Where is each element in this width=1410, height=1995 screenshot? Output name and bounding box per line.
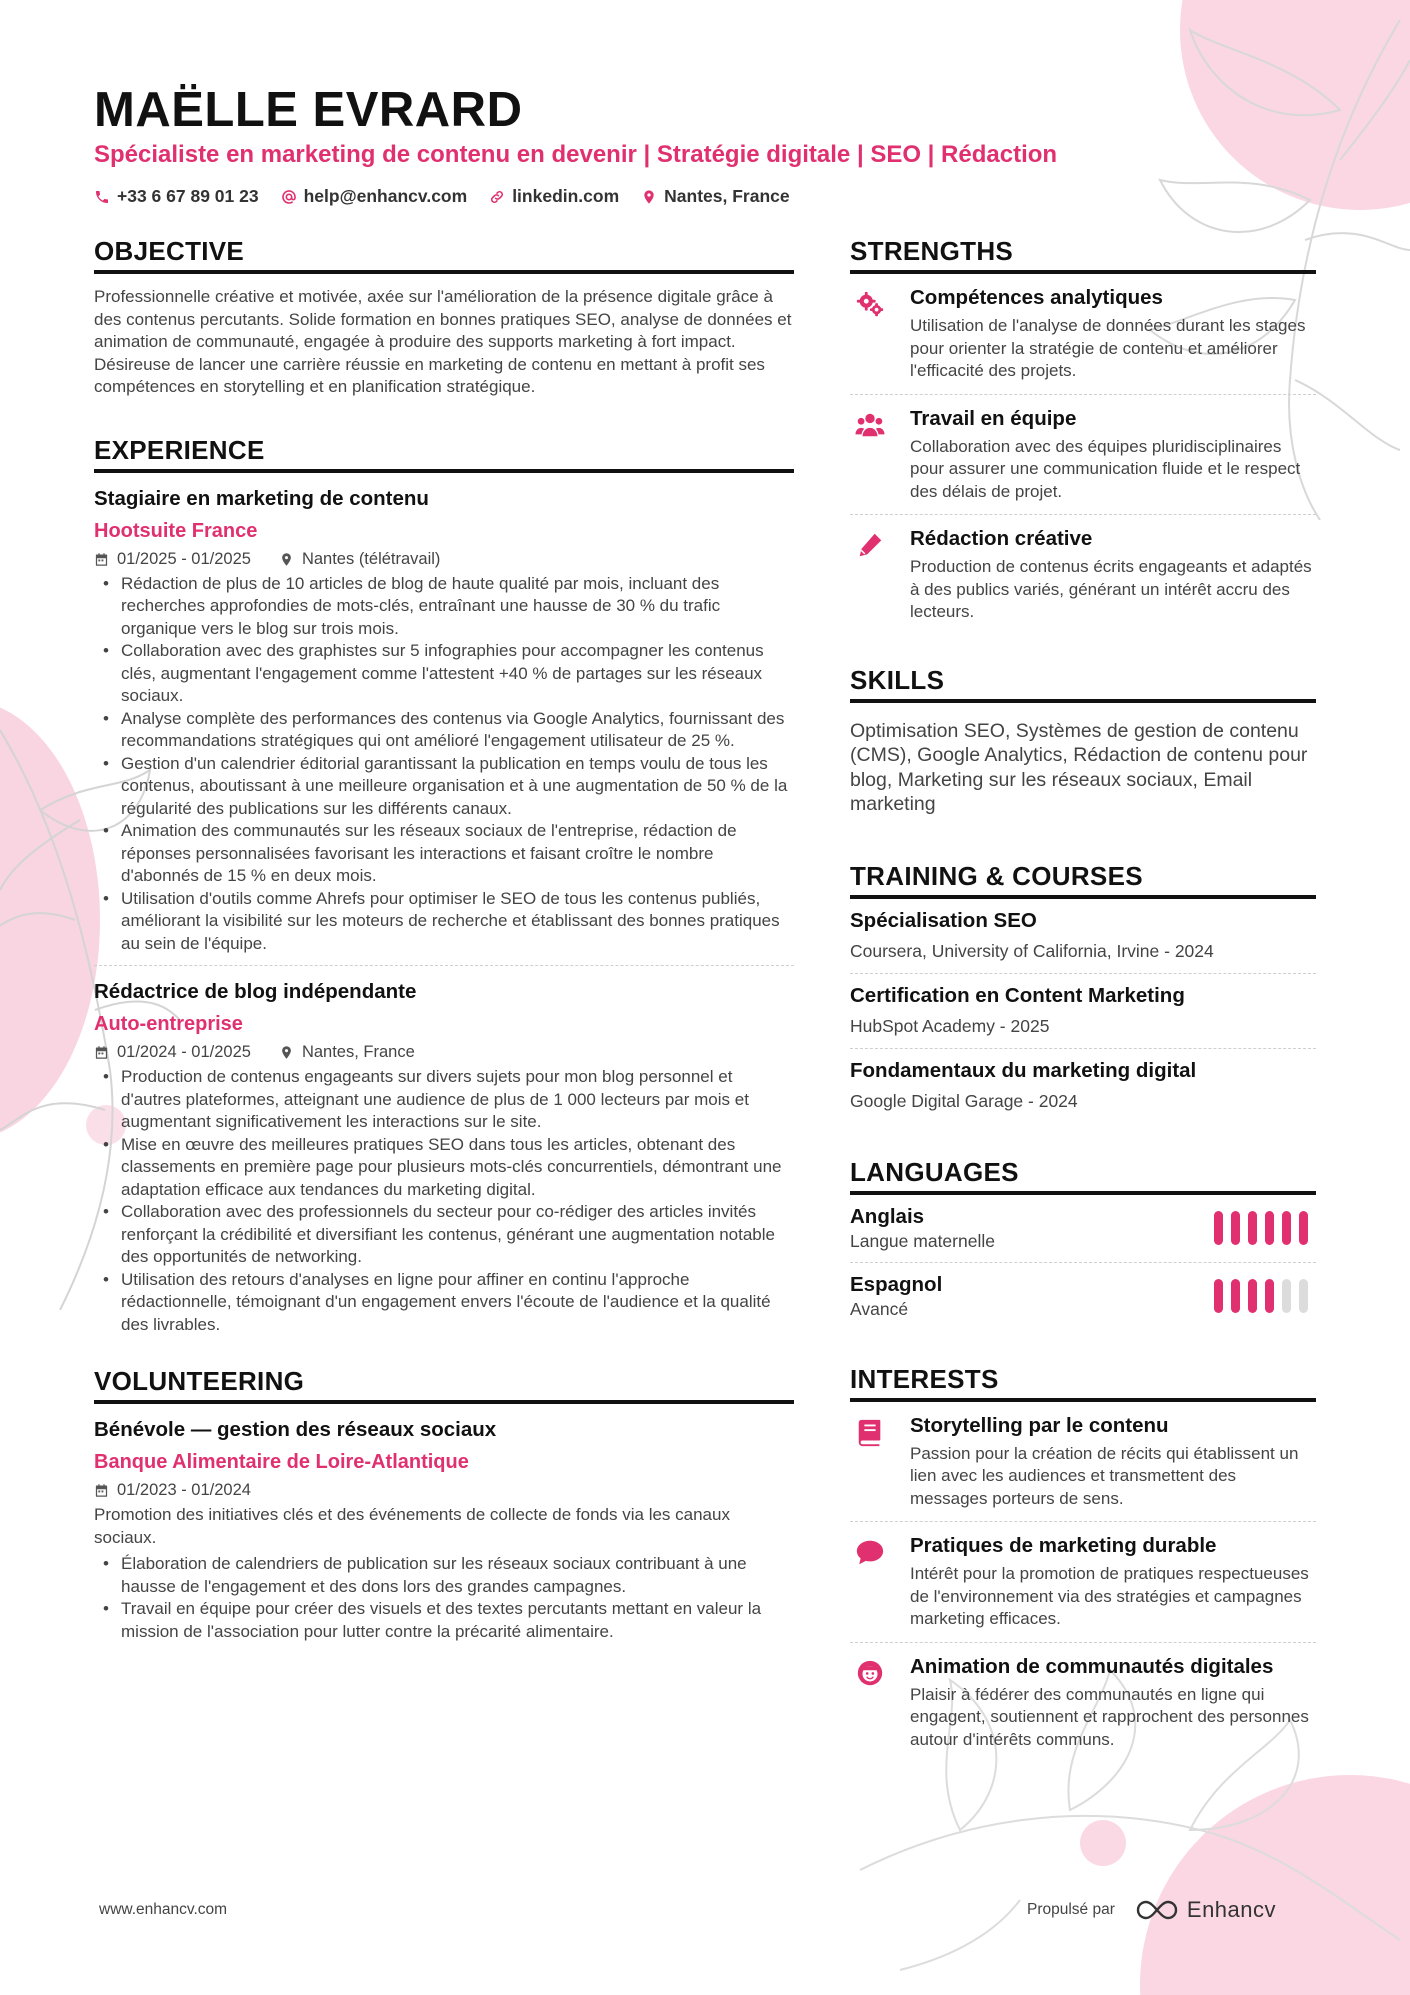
interest-item xyxy=(850,1643,1316,1763)
language-item xyxy=(850,1195,1316,1263)
course-title: Certification en Content Marketing xyxy=(850,983,1185,1007)
strength-title: Compétences analytiques xyxy=(910,286,1163,309)
objective-section xyxy=(94,236,794,399)
rating-bar xyxy=(1299,1211,1308,1245)
strengths-section xyxy=(850,236,1316,635)
rating-bar xyxy=(1265,1211,1274,1245)
volunteer-meta xyxy=(94,1481,794,1500)
powered-by-label: Propulsé par xyxy=(1027,1901,1115,1918)
contact-bar xyxy=(94,186,790,207)
job-dates-text: 01/2025 - 01/2025 xyxy=(117,549,251,568)
contact-email[interactable] xyxy=(281,186,468,207)
language-rating xyxy=(1214,1211,1308,1245)
person-icon xyxy=(855,1658,885,1688)
interest-body xyxy=(910,1414,1316,1511)
volunteer-dates xyxy=(94,1481,251,1500)
volunteer-org: Banque Alimentaire de Loire-Atlantique xyxy=(94,1451,469,1473)
job-meta xyxy=(94,550,794,569)
bullet-item: • Production de contenus engageants sur divers sujets pour mon blog personnel et d'autres plateformes, atteignant une audience de plus de 1 000 lecteurs par mois et augmentant significativement les interactions sur le site. xyxy=(94,1066,794,1134)
job-location xyxy=(279,550,440,569)
objective-text: Professionnelle créative et motivée, axée sur l'amélioration de la présence digitale grâce à des contenus percutants. Solide formation en bonnes pratiques SEO, analyse de données et animation de communauté, engagée à produire des supports marketing à fort impact. Désireuse de lancer une carrière réussie en marketing de contenu en mettant à profit ses compétences en storytelling et en planification stratégique. xyxy=(94,287,792,396)
volunteering-section xyxy=(94,1366,794,1643)
link-icon xyxy=(489,189,505,205)
calendar-icon xyxy=(94,1483,109,1498)
strength-body xyxy=(910,527,1316,624)
strength-item xyxy=(850,395,1316,516)
strength-desc: Collaboration avec des équipes pluridisciplinaires pour assurer une communication fluide et le respect des délais de projet. xyxy=(910,436,1301,501)
team-icon xyxy=(855,410,885,440)
contact-linkedin[interactable] xyxy=(489,186,619,207)
job-location-text: Nantes (télétravail) xyxy=(301,549,441,568)
job-location xyxy=(279,1043,415,1062)
language-item xyxy=(850,1263,1316,1330)
experience-title: EXPERIENCE xyxy=(94,435,794,473)
contact-location-text: Nantes, France xyxy=(664,186,790,206)
footer-website[interactable]: www.enhancv.com xyxy=(99,1901,228,1918)
book-icon xyxy=(855,1417,885,1447)
strength-icon-wrap xyxy=(850,407,890,504)
bullet-item: • Collaboration avec des professionnels du secteur pour co-rédiger des articles invités renforçant la crédibilité et diversifiant les contenus, générant une augmentation notable des opportunités de networking. xyxy=(94,1201,794,1269)
rating-bar xyxy=(1231,1279,1240,1313)
decor-circle-bottom-right xyxy=(1140,1775,1410,1995)
contact-location xyxy=(641,186,789,207)
rating-bar xyxy=(1299,1279,1308,1313)
interest-title: Storytelling par le contenu xyxy=(910,1413,1169,1437)
location-icon xyxy=(279,1045,294,1060)
language-info xyxy=(850,1205,995,1252)
volunteer-entry xyxy=(94,1418,794,1643)
enhancv-logo-icon xyxy=(1135,1897,1179,1923)
course-provider: Coursera, University of California, Irvine - 2024 xyxy=(850,940,1214,961)
course-title: Fondamentaux du marketing digital xyxy=(850,1058,1197,1082)
bullet-item: • Travail en équipe pour créer des visuels et des textes percutants mettant en valeur la mission de l'association pour lutter contre la précarité alimentaire. xyxy=(94,1598,794,1643)
job-dates xyxy=(94,1043,251,1062)
rating-bar xyxy=(1248,1279,1257,1313)
interest-title: Animation de communautés digitales xyxy=(910,1654,1274,1678)
bullet-item: • Utilisation d'outils comme Ahrefs pour optimiser le SEO de tous les contenus publiés, améliorant la visibilité sur les moteurs de recherche et établissant des bonnes pratiques au sein de l'équipe. xyxy=(94,888,794,956)
experience-section xyxy=(94,435,794,1337)
divider xyxy=(94,965,794,966)
job-entry xyxy=(94,980,794,1336)
strength-desc: Utilisation de l'analyse de données durant les stages pour orienter la stratégie de contenu et améliorer l'efficacité des projets. xyxy=(910,316,1306,380)
bullet-item: • Collaboration avec des graphistes sur 5 infographies pour accompagner les contenus clés, augmentant l'engagement comme l'attestent +40 % de partages sur les réseaux sociaux. xyxy=(94,640,794,708)
job-dates-text: 01/2024 - 01/2025 xyxy=(117,1043,251,1061)
language-level: Langue maternelle xyxy=(850,1230,995,1251)
enhancv-logo[interactable] xyxy=(1135,1897,1276,1923)
contact-email-text: help@enhancv.com xyxy=(303,186,468,206)
job-bullets xyxy=(94,1066,794,1336)
left-column xyxy=(94,236,794,1679)
interests-title: INTERESTS xyxy=(850,1364,1316,1402)
language-name: Espagnol xyxy=(850,1272,943,1296)
bullet-item: • Mise en œuvre des meilleures pratiques SEO dans tous les articles, obtenant des classements en première page pour plusieurs mots-clés concurrentiels, démontrant une adaptation efficace aux tendances du marketing digital. xyxy=(94,1134,794,1202)
strength-item xyxy=(850,274,1316,395)
rating-bar xyxy=(1231,1211,1240,1245)
strength-body xyxy=(910,286,1316,383)
strength-icon-wrap xyxy=(850,286,890,383)
languages-section xyxy=(850,1157,1316,1330)
interest-desc: Intérêt pour la promotion de pratiques respectueuses de l'environnement via des stratégies et campagnes marketing efficaces. xyxy=(910,1564,1309,1628)
volunteer-dates-text: 01/2023 - 01/2024 xyxy=(117,1481,251,1499)
strength-title: Travail en équipe xyxy=(910,406,1077,430)
job-company: Hootsuite France xyxy=(94,519,258,542)
rating-bar xyxy=(1214,1279,1223,1313)
volunteering-title: VOLUNTEERING xyxy=(94,1366,794,1404)
interest-icon-wrap xyxy=(850,1534,890,1631)
rating-bar xyxy=(1214,1211,1223,1245)
training-section xyxy=(850,861,1316,1123)
interest-item xyxy=(850,1402,1316,1523)
interest-item xyxy=(850,1522,1316,1643)
job-bullets xyxy=(94,573,794,956)
bullet-item: • Analyse complète des performances des contenus via Google Analytics, fournissant des recommandations stratégiques qui ont amélioré l'engagement utilisateur de 25 %. xyxy=(94,708,794,753)
bullet-item: • Rédaction de plus de 10 articles de blog de haute qualité par mois, incluant des recherches approfondies de mots-clés, entraînant une hausse de 30 % du trafic organique vers le blog sur trois mois. xyxy=(94,573,794,641)
contact-phone-text: +33 6 67 89 01 23 xyxy=(117,186,259,206)
strength-icon-wrap xyxy=(850,527,890,624)
interest-desc: Passion pour la création de récits qui établissent un lien avec les audiences et transmettent des messages porteurs de sens. xyxy=(910,1443,1299,1508)
course-item xyxy=(850,1049,1316,1123)
speech-bubble-icon xyxy=(855,1537,885,1567)
skills-section xyxy=(850,665,1316,817)
interest-desc: Plaisir à fédérer des communautés en ligne qui engagent, soutiennent et rapprochent des personnes autour d'intérêts communs. xyxy=(910,1684,1309,1749)
course-provider: Google Digital Garage - 2024 xyxy=(850,1090,1078,1111)
bullet-item: • Gestion d'un calendrier éditorial garantissant la publication en temps voulu de tous les contenus, aboutissant à une meilleure organisation et à une augmentation de 50 % de la régularité des publications sur les différents canaux. xyxy=(94,753,794,821)
contact-phone[interactable] xyxy=(94,186,259,207)
strength-desc: Production de contenus écrits engageants et adaptés à des publics variés, générant un intérêt accru des lecteurs. xyxy=(910,557,1312,621)
language-rating xyxy=(1214,1279,1308,1313)
phone-icon xyxy=(94,189,110,205)
interest-icon-wrap xyxy=(850,1414,890,1511)
bullet-item: • Animation des communautés sur les réseaux sociaux de l'entreprise, rédaction de réponses personnalisées favorisant les interactions et faisant croître le nombre d'abonnés de 15 % en deux mois. xyxy=(94,820,794,888)
job-meta xyxy=(94,1043,794,1062)
interest-title: Pratiques de marketing durable xyxy=(910,1534,1217,1557)
course-item xyxy=(850,899,1316,974)
skills-title: SKILLS xyxy=(850,665,1316,703)
candidate-name: MAËLLE EVRARD xyxy=(94,83,523,137)
job-entry xyxy=(94,487,794,967)
rating-bar xyxy=(1282,1279,1291,1313)
job-title: Rédactrice de blog indépendante xyxy=(94,980,417,1003)
course-provider: HubSpot Academy - 2025 xyxy=(850,1015,1050,1036)
gears-icon xyxy=(855,289,885,319)
pencil-icon xyxy=(855,530,885,560)
location-icon xyxy=(279,552,294,567)
contact-linkedin-text: linkedin.com xyxy=(512,186,620,206)
course-item xyxy=(850,974,1316,1049)
interest-body xyxy=(910,1655,1316,1752)
strength-title: Rédaction créative xyxy=(910,527,1093,550)
objective-title: OBJECTIVE xyxy=(94,236,794,274)
at-icon xyxy=(281,189,297,205)
course-title: Spécialisation SEO xyxy=(850,908,1037,932)
rating-bar xyxy=(1248,1211,1257,1245)
calendar-icon xyxy=(94,552,109,567)
enhancv-logo-text: Enhancv xyxy=(1186,1897,1277,1922)
job-location-text: Nantes, France xyxy=(301,1043,415,1061)
interests-section xyxy=(850,1364,1316,1763)
calendar-icon xyxy=(94,1045,109,1060)
strength-body xyxy=(910,407,1316,504)
location-icon xyxy=(641,189,657,205)
volunteer-bullets xyxy=(94,1553,794,1643)
volunteer-role: Bénévole — gestion des réseaux sociaux xyxy=(94,1418,497,1441)
decor-dot xyxy=(1080,1820,1126,1866)
rating-bar xyxy=(1282,1211,1291,1245)
bullet-item: • Utilisation des retours d'analyses en ligne pour affiner en continu l'approche rédactionnelle, témoignant d'un engagement envers l'écoute de l'audience et la qualité des livrables. xyxy=(94,1269,794,1337)
strength-item xyxy=(850,515,1316,635)
volunteer-summary: Promotion des initiatives clés et des événements de collecte de fonds via les canaux sociaux. xyxy=(94,1505,730,1547)
language-info xyxy=(850,1273,942,1320)
training-title: TRAINING & COURSES xyxy=(850,861,1316,899)
language-level: Avancé xyxy=(850,1298,909,1319)
interest-body xyxy=(910,1534,1316,1631)
strengths-title: STRENGTHS xyxy=(850,236,1316,274)
footer-branding xyxy=(1027,1897,1276,1923)
bullet-item: • Élaboration de calendriers de publication sur les réseaux sociaux contribuant à une hausse de l'engagement et des dons lors des grandes campagnes. xyxy=(94,1553,794,1598)
decor-circle-left xyxy=(0,700,100,1140)
decor-circle-top-right xyxy=(1180,0,1410,210)
language-name: Anglais xyxy=(850,1204,925,1228)
skills-text: Optimisation SEO, Systèmes de gestion de contenu (CMS), Google Analytics, Rédaction de contenu pour blog, Marketing sur les réseaux sociaux, Email marketing xyxy=(850,719,1308,815)
languages-title: LANGUAGES xyxy=(850,1157,1316,1195)
headline: Spécialiste en marketing de contenu en devenir | Stratégie digitale | SEO | Rédaction xyxy=(94,141,1058,168)
right-column xyxy=(850,236,1316,1798)
rating-bar xyxy=(1265,1279,1274,1313)
job-title: Stagiaire en marketing de contenu xyxy=(94,486,429,510)
job-dates xyxy=(94,550,251,569)
interest-icon-wrap xyxy=(850,1655,890,1752)
job-company: Auto-entreprise xyxy=(94,1013,243,1035)
